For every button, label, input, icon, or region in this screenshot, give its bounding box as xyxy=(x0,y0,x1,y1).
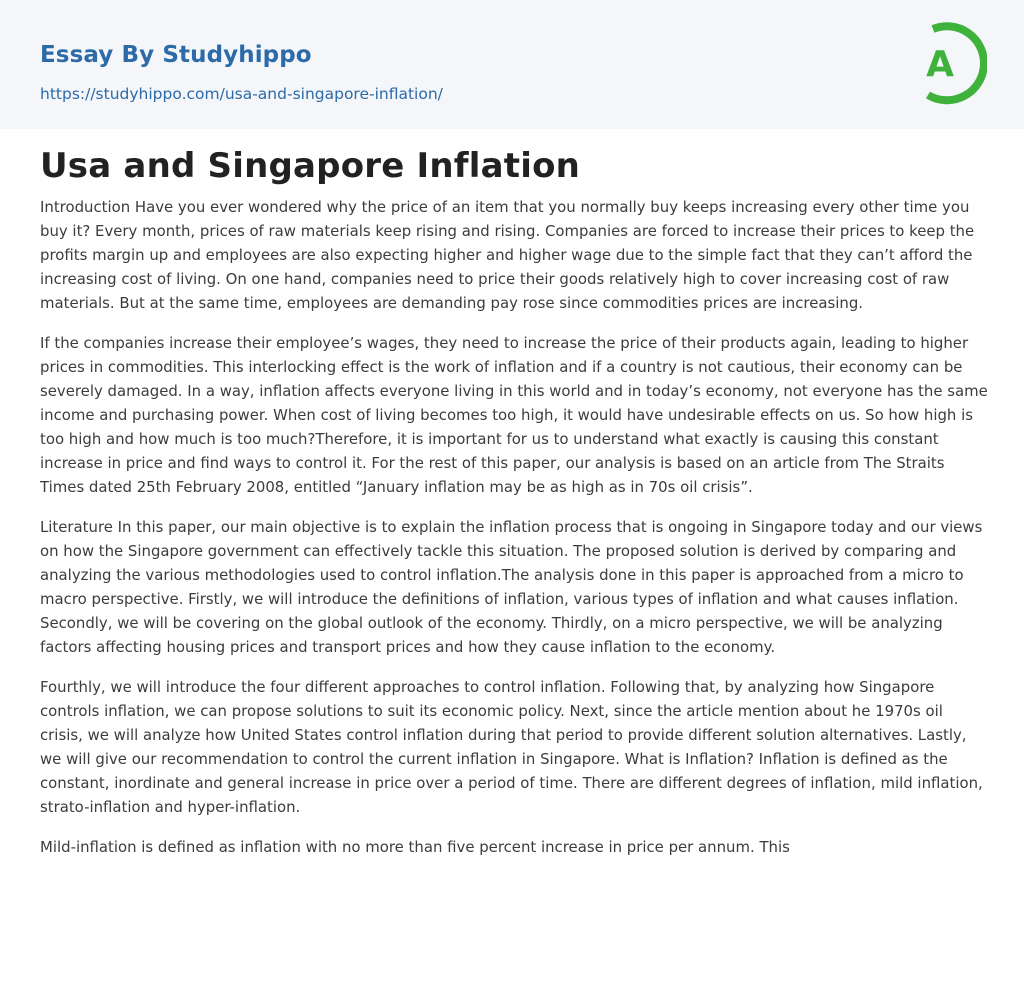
essay-body xyxy=(40,195,988,875)
essay-paragraph: Mild-inflation is defined as inflation with no more than five percent increase in price per annum. This xyxy=(40,838,790,856)
studyhippo-logo-icon[interactable] xyxy=(909,18,987,106)
essay-paragraph: If the companies increase their employee’s wages, they need to increase the price of their products again, leading to higher prices in commodities. This interlocking effect is the work of inflation and if a country is not cautious, their economy can be severely damaged. In a way, inflation affects everyone living in this world and in today’s economy, not everyone has the same income and purchasing power. When cost of living becomes too high, it would have undesirable effects on us. So how high is too high and how much is too much?Therefore, it is important for us to understand what exactly is causing this constant increase in price and find ways to control it. For the rest of this paper, our analysis is based on an article from The Straits Times dated 25th February 2008, entitled “January inflation may be as high as in 70s oil crisis”. xyxy=(40,334,988,496)
essay-source-link[interactable]: https://studyhippo.com/usa-and-singapore-inflation/ xyxy=(40,85,443,103)
logo-letter: A xyxy=(926,44,954,85)
site-header xyxy=(0,0,1024,129)
essay-paragraph: Literature In this paper, our main objective is to explain the inflation process that is ongoing in Singapore today and our views on how the Singapore government can effectively tackle this situation. The proposed solution is derived by comparing and analyzing the various methodologies used to control inflation.The analysis done in this paper is approached from a micro to macro perspective. Firstly, we will introduce the definitions of inflation, various types of inflation and what causes inflation. Secondly, we will be covering on the global outlook of the economy. Thirdly, on a micro perspective, we will be analyzing factors affecting housing prices and transport prices and how they cause inflation to the economy. xyxy=(40,518,983,656)
essay-paragraph: Fourthly, we will introduce the four different approaches to control inflation. Following that, by analyzing how Singapore controls inflation, we can propose solutions to suit its economic policy. Next, since the article mention about he 1970s oil crisis, we will analyze how United States control inflation during that period to provide different solution alternatives. Lastly, we will give our recommendation to control the current inflation in Singapore. What is Inflation? Inflation is defined as the constant, inordinate and general increase in price over a period of time. There are different degrees of inflation, mild inflation, strato-inflation and hyper-inflation. xyxy=(40,678,983,816)
site-brand[interactable]: Essay By Studyhippo xyxy=(40,42,312,68)
essay-paragraph: Introduction Have you ever wondered why the price of an item that you normally buy keeps increasing every other time you buy it? Every month, prices of raw materials keep rising and rising. Companies are forced to increase their prices to keep the profits margin up and employees are also expecting higher and higher wage due to the simple fact that they can’t afford the increasing cost of living. On one hand, companies need to price their goods relatively high to cover increasing cost of raw materials. But at the same time, employees are demanding pay rose since commodities prices are increasing. xyxy=(40,198,975,312)
essay-title: Usa and Singapore Inflation xyxy=(40,146,581,186)
